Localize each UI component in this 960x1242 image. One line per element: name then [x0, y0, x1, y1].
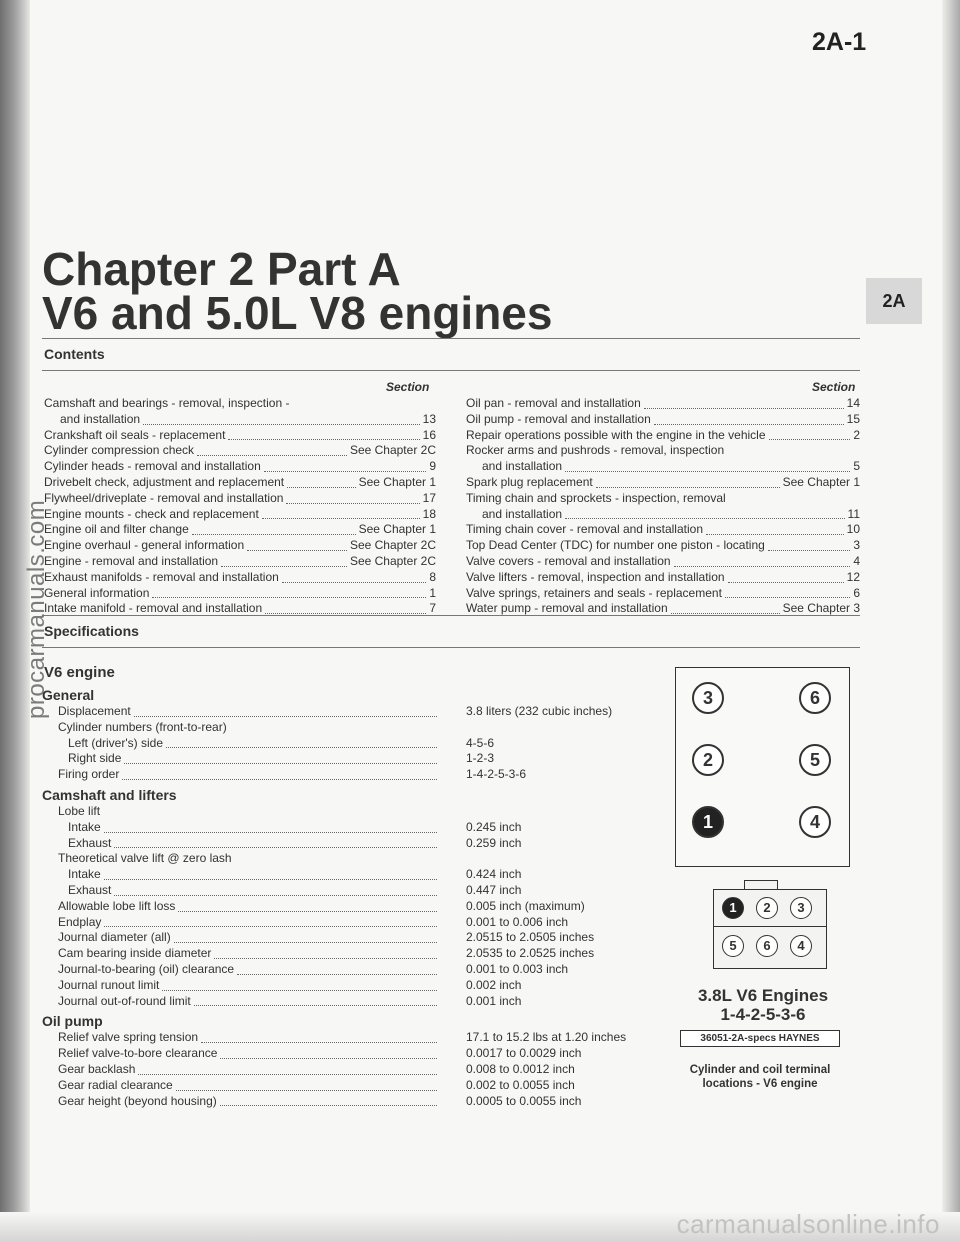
contents-entry — [466, 396, 860, 412]
chapter-title: Chapter 2 Part A — [42, 243, 401, 295]
contents-entry-section: 12 — [846, 569, 860, 584]
spec-label: Journal diameter (all) — [58, 930, 171, 945]
engine-firing-label — [660, 986, 866, 1024]
dot-leader — [237, 974, 437, 975]
spec-value: 0.002 to 0.0055 inch — [466, 1077, 575, 1092]
contents-entry-label: Cylinder compression check — [44, 443, 195, 458]
spec-row — [42, 978, 440, 994]
contents-entry-section: See Chapter 1 — [358, 474, 436, 489]
spec-row — [42, 867, 440, 883]
dot-leader — [282, 582, 427, 583]
dot-leader — [114, 895, 437, 896]
spec-value: 0.002 inch — [466, 977, 522, 992]
spec-row — [42, 994, 440, 1010]
contents-heading: Contents — [44, 346, 105, 362]
specifications-heading: Specifications — [44, 623, 139, 639]
spec-value: 0.259 inch — [466, 835, 522, 850]
contents-entry-section: 11 — [847, 506, 860, 521]
contents-entry-label: and installation — [60, 411, 141, 426]
spec-label: Lobe lift — [58, 803, 101, 818]
spec-row — [42, 720, 440, 736]
coil-pack-diagram — [713, 889, 827, 969]
spec-row — [42, 767, 440, 783]
page-number: 2A-1 — [812, 28, 867, 56]
spec-label: Journal out-of-round limit — [58, 993, 191, 1008]
contents-entry-label: General information — [44, 585, 150, 600]
spec-subheading: Camshaft and lifters — [42, 786, 177, 803]
contents-entry — [44, 554, 436, 570]
contents-entry-section: 13 — [422, 411, 436, 426]
spec-value: 1-2-3 — [466, 751, 495, 766]
figure-caption — [670, 1063, 850, 1091]
spec-label: Theoretical valve lift @ zero lash — [58, 851, 232, 866]
contents-entry-section: 6 — [853, 585, 860, 600]
cylinder-diagram — [675, 667, 850, 867]
spec-label: Intake — [68, 819, 101, 834]
dot-leader — [768, 550, 851, 551]
dot-leader — [143, 424, 420, 425]
contents-entry-label: Spark plug replacement — [466, 474, 593, 489]
spec-value — [466, 851, 626, 867]
rule-specs-bottom — [42, 647, 860, 648]
dot-leader — [138, 1074, 437, 1075]
spec-row — [42, 1030, 440, 1046]
contents-entry-section: 1 — [429, 585, 436, 600]
contents-entry-section: 8 — [429, 569, 436, 584]
contents-entry — [466, 507, 860, 523]
contents-entry-label: Oil pump - removal and installation — [466, 411, 651, 426]
contents-entry-label: Valve covers - removal and installation — [466, 553, 671, 568]
contents-entry-label: Crankshaft oil seals - replacement — [44, 427, 226, 442]
dot-leader — [104, 879, 437, 880]
contents-entry-section: 9 — [429, 459, 436, 474]
dot-leader — [228, 439, 419, 440]
coil-terminal-2-icon: 2 — [756, 897, 778, 919]
spec-row — [42, 804, 440, 820]
contents-entry-label: Rocker arms and pushrods - removal, inspection — [466, 443, 725, 458]
contents-entry — [44, 570, 436, 586]
contents-entry-label: Engine mounts - check and replacement — [44, 506, 259, 521]
dot-leader — [220, 1105, 437, 1106]
contents-entry — [44, 538, 436, 554]
dot-leader — [134, 716, 437, 717]
spec-value: 1-4-2-5-3-6 — [466, 767, 527, 782]
spec-value: 0.447 inch — [466, 882, 522, 897]
contents-entry — [44, 396, 436, 412]
spec-row — [42, 962, 440, 978]
spec-label: Cam bearing inside diameter — [58, 946, 212, 961]
spec-label: Endplay — [58, 914, 102, 929]
dot-leader — [596, 487, 780, 488]
contents-entry-label: Top Dead Center (TDC) for number one piston - locating — [466, 538, 765, 553]
coil-pack-tab — [744, 880, 778, 889]
coil-terminal-4-icon: 4 — [790, 935, 812, 957]
contents-entry — [44, 522, 436, 538]
engine-heading: V6 engine — [44, 664, 115, 681]
spec-values — [466, 683, 626, 1109]
coil-divider — [714, 926, 826, 927]
cylinder-4-icon: 4 — [799, 806, 831, 838]
coil-terminal-1-icon: 1 — [722, 897, 744, 919]
contents-entry-section: 7 — [429, 601, 436, 616]
contents-entry — [44, 459, 436, 475]
contents-entry — [44, 428, 436, 444]
spec-row — [42, 736, 440, 752]
spec-label: Gear height (beyond housing) — [58, 1093, 217, 1108]
dot-leader — [706, 534, 844, 535]
contents-entry-section: See Chapter 3 — [782, 601, 860, 616]
contents-list-left — [44, 396, 436, 617]
figure-tag: 36051-2A-specs HAYNES — [680, 1030, 840, 1047]
contents-entry-section: See Chapter 2C — [349, 538, 436, 553]
contents-entry-label: Timing chain and sprockets - inspection, removal — [466, 490, 726, 505]
dot-leader — [124, 763, 437, 764]
engine-label-line2: 1-4-2-5-3-6 — [720, 1005, 806, 1024]
contents-entry-section: 15 — [846, 411, 860, 426]
side-watermark: procarmanuals.com — [23, 499, 50, 719]
cylinder-2-icon: 2 — [692, 744, 724, 776]
contents-entry — [44, 507, 436, 523]
dot-leader — [287, 487, 355, 488]
dot-leader — [201, 1042, 437, 1043]
dot-leader — [122, 779, 437, 780]
contents-entry-label: Intake manifold - removal and installation — [44, 601, 263, 616]
contents-entry — [466, 412, 860, 428]
dot-leader — [152, 597, 426, 598]
spec-row — [42, 899, 440, 915]
spec-value — [466, 720, 626, 736]
dot-leader — [247, 550, 347, 551]
cylinder-3-icon: 3 — [692, 682, 724, 714]
contents-entry-section: 5 — [853, 459, 860, 474]
spec-label: Relief valve spring tension — [58, 1030, 199, 1045]
spec-label: Gear backlash — [58, 1061, 136, 1076]
dot-leader — [728, 582, 844, 583]
contents-entry — [466, 570, 860, 586]
dot-leader — [264, 471, 427, 472]
dot-leader — [565, 471, 850, 472]
caption-line2: locations - V6 engine — [702, 1078, 818, 1090]
coil-terminal-3-icon: 3 — [790, 897, 812, 919]
dot-leader — [265, 613, 426, 614]
cylinder-5-icon: 5 — [799, 744, 831, 776]
dot-leader — [262, 518, 420, 519]
spec-value: 0.008 to 0.0012 inch — [466, 1061, 575, 1076]
coil-terminal-5-icon: 5 — [722, 935, 744, 957]
contents-entry — [44, 586, 436, 602]
contents-entry-section: 14 — [846, 396, 860, 410]
dot-leader — [166, 747, 437, 748]
spec-value — [466, 804, 626, 820]
spec-row — [42, 883, 440, 899]
dot-leader — [671, 613, 780, 614]
dot-leader — [725, 597, 850, 598]
dot-leader — [114, 847, 437, 848]
contents-entry — [44, 475, 436, 491]
cylinder-1-icon: 1 — [692, 806, 724, 838]
contents-entry-label: Cylinder heads - removal and installation — [44, 459, 261, 474]
contents-entry-label: and installation — [482, 506, 563, 521]
contents-entry-label: Engine overhaul - general information — [44, 538, 245, 553]
contents-entry-section: 4 — [853, 553, 860, 568]
spec-row — [42, 704, 440, 720]
rule-specs-top — [42, 615, 860, 616]
contents-entry-label: Water pump - removal and installation — [466, 601, 668, 616]
contents-entry — [466, 428, 860, 444]
spec-row — [42, 820, 440, 836]
contents-entry — [44, 412, 436, 428]
contents-entry-section: 2 — [853, 427, 860, 442]
contents-entry-label: Repair operations possible with the engine in the vehicle — [466, 427, 766, 442]
dot-leader — [220, 1058, 437, 1059]
rule-top — [42, 338, 860, 339]
contents-entry-label: Valve springs, retainers and seals - replacement — [466, 585, 722, 600]
spec-row — [42, 836, 440, 852]
spec-value: 2.0515 to 2.0505 inches — [466, 930, 595, 945]
dot-leader — [214, 958, 437, 959]
dot-leader — [192, 534, 356, 535]
chapter-tab: 2A — [866, 278, 922, 324]
contents-entry — [466, 459, 860, 475]
dot-leader — [644, 408, 844, 409]
contents-entry-section: See Chapter 1 — [358, 522, 436, 537]
contents-entry-section: 16 — [422, 427, 436, 442]
spec-value: 0.001 to 0.003 inch — [466, 961, 569, 976]
spec-label: Journal-to-bearing (oil) clearance — [58, 961, 235, 976]
contents-entry — [466, 491, 860, 507]
spec-label: Cylinder numbers (front-to-rear) — [58, 719, 227, 734]
contents-entry — [466, 586, 860, 602]
spec-subheading: Oil pump — [42, 1013, 103, 1030]
coil-terminal-6-icon: 6 — [756, 935, 778, 957]
spec-label: Exhaust — [68, 882, 112, 897]
spec-value: 0.001 inch — [466, 993, 522, 1008]
dot-leader — [221, 566, 347, 567]
spec-label: Allowable lobe lift loss — [58, 898, 176, 913]
spec-subheading: General — [42, 687, 95, 703]
contents-entry — [466, 475, 860, 491]
contents-entry-label: Engine - removal and installation — [44, 553, 219, 568]
contents-entry — [466, 554, 860, 570]
spec-value: 0.424 inch — [466, 867, 522, 882]
spec-spacer — [466, 686, 626, 704]
contents-entry-section: 17 — [422, 490, 436, 505]
spec-value: 2.0535 to 2.0525 inches — [466, 946, 595, 961]
contents-entry-label: Exhaust manifolds - removal and installation — [44, 569, 279, 584]
dot-leader — [174, 942, 437, 943]
contents-entry — [466, 522, 860, 538]
contents-entry-label: Oil pan - removal and installation — [466, 396, 641, 410]
spec-spacer — [466, 786, 626, 804]
rule-contents — [42, 370, 860, 371]
contents-entry-label: and installation — [482, 459, 563, 474]
spec-row — [42, 1046, 440, 1062]
spec-value: 0.245 inch — [466, 819, 522, 834]
spec-value: 0.0017 to 0.0029 inch — [466, 1046, 582, 1061]
contents-list-right — [466, 396, 860, 617]
spec-spacer — [466, 1012, 626, 1030]
spec-label: Firing order — [58, 767, 120, 782]
contents-entry-label: Camshaft and bearings - removal, inspection - — [44, 396, 290, 410]
dot-leader — [674, 566, 851, 567]
contents-entry-section: See Chapter 2C — [349, 443, 436, 458]
spec-value: 0.005 inch (maximum) — [466, 898, 585, 913]
dot-leader — [104, 926, 437, 927]
contents-entry-label: Drivebelt check, adjustment and replacement — [44, 474, 285, 489]
spec-value: 0.001 to 0.006 inch — [466, 914, 569, 929]
page-edge-shadow — [942, 0, 960, 1242]
spec-label: Relief valve-to-bore clearance — [58, 1046, 218, 1061]
bottom-watermark: carmanualsonline.info — [676, 1209, 940, 1239]
section-label-left: Section — [386, 380, 430, 394]
spec-value: 0.0005 to 0.0055 inch — [466, 1093, 582, 1108]
spec-row — [42, 1094, 440, 1110]
spec-row — [42, 915, 440, 931]
contents-entry — [466, 538, 860, 554]
dot-leader — [178, 911, 437, 912]
contents-entry-section: 3 — [853, 538, 860, 553]
cylinder-6-icon: 6 — [799, 682, 831, 714]
spec-value: 3.8 liters (232 cubic inches) — [466, 704, 613, 718]
spec-row — [42, 946, 440, 962]
dot-leader — [162, 990, 437, 991]
contents-entry — [44, 491, 436, 507]
contents-entry-section: See Chapter 2C — [349, 553, 436, 568]
spec-row — [42, 751, 440, 767]
dot-leader — [565, 518, 844, 519]
caption-line1: Cylinder and coil terminal — [689, 1064, 831, 1076]
dot-leader — [286, 503, 419, 504]
contents-entry-section: 18 — [422, 506, 436, 521]
dot-leader — [197, 455, 347, 456]
spec-label: Gear radial clearance — [58, 1077, 173, 1092]
contents-entry-label: Flywheel/driveplate - removal and installation — [44, 490, 284, 505]
spec-row — [42, 930, 440, 946]
engine-label-line1: 3.8L V6 Engines — [697, 986, 829, 1005]
section-label-right: Section — [812, 380, 856, 394]
dot-leader — [194, 1005, 437, 1006]
spec-value: 17.1 to 15.2 lbs at 1.20 inches — [466, 1030, 627, 1045]
spec-row — [42, 1078, 440, 1094]
spec-label: Intake — [68, 867, 101, 882]
spec-list — [42, 683, 440, 1109]
spec-label: Right side — [68, 751, 122, 766]
contents-entry-label: Timing chain cover - removal and installation — [466, 522, 703, 537]
spec-value: 4-5-6 — [466, 735, 495, 750]
contents-entry-section: 10 — [846, 522, 860, 537]
spec-label: Displacement — [58, 704, 131, 718]
dot-leader — [104, 832, 437, 833]
chapter-subtitle: V6 and 5.0L V8 engines — [42, 287, 553, 339]
dot-leader — [176, 1090, 437, 1091]
contents-entry-section: See Chapter 1 — [782, 474, 860, 489]
spec-label: Journal runout limit — [58, 977, 160, 992]
spec-label: Left (driver's) side — [68, 735, 163, 750]
contents-entry — [44, 443, 436, 459]
contents-entry-label: Valve lifters - removal, inspection and installation — [466, 569, 725, 584]
spec-row — [42, 851, 440, 867]
dot-leader — [769, 439, 851, 440]
contents-entry — [466, 443, 860, 459]
contents-entry-label: Engine oil and filter change — [44, 522, 189, 537]
spec-row — [42, 1062, 440, 1078]
dot-leader — [654, 424, 844, 425]
spec-label: Exhaust — [68, 835, 112, 850]
